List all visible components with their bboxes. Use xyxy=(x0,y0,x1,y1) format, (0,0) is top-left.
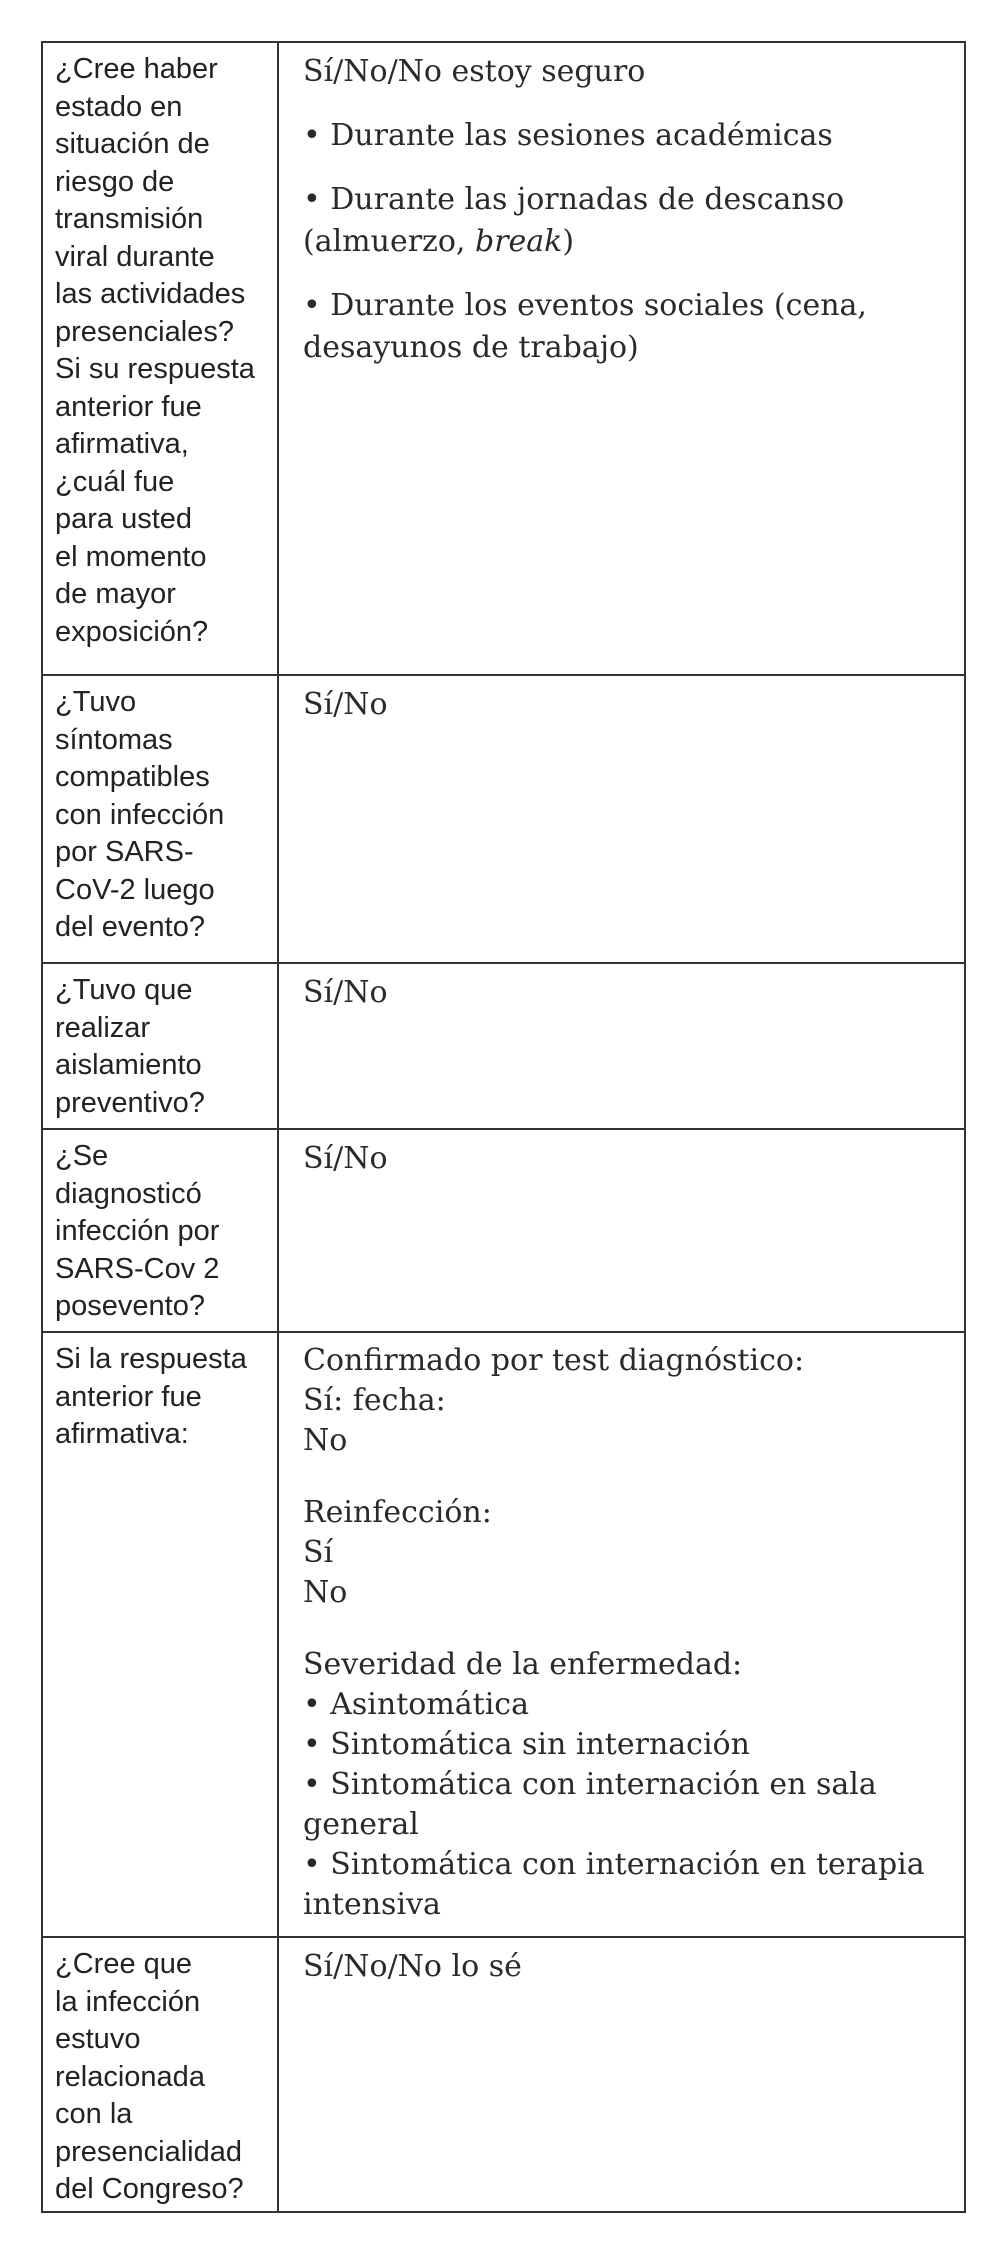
question-line: del Congreso? xyxy=(55,2173,244,2205)
table-row xyxy=(43,1333,964,1938)
question-cell xyxy=(43,1333,279,1936)
question-line: ¿Tuvo xyxy=(55,686,137,718)
question-line: realizar xyxy=(55,1011,151,1044)
answer-cell xyxy=(279,1333,964,1936)
question-line: diagnosticó xyxy=(55,1177,202,1210)
question-cell xyxy=(43,43,279,674)
question-line: con la xyxy=(55,2098,133,2130)
detail-close: ) xyxy=(562,224,575,259)
question-cell xyxy=(43,1130,279,1331)
question-line: viral durante xyxy=(55,240,215,273)
table-row xyxy=(43,1938,964,2211)
answer-cell xyxy=(279,1130,964,1331)
table-row xyxy=(43,43,964,676)
answer-cell xyxy=(279,676,964,962)
question-line: de mayor xyxy=(55,578,176,610)
question-cell xyxy=(43,964,279,1128)
question-line: la infección xyxy=(55,1985,201,2018)
question-line: síntomas xyxy=(55,723,173,756)
question-line: posevento? xyxy=(55,1290,205,1322)
question-line: anterior fue xyxy=(55,390,202,423)
reinfection-no: No xyxy=(303,1575,348,1610)
answer-cell xyxy=(279,43,964,674)
table-row xyxy=(43,964,964,1130)
answer-cell xyxy=(279,964,964,1128)
question-line: estuvo xyxy=(55,2023,141,2055)
reinfection-yes: Sí xyxy=(303,1535,334,1570)
option-social-events-detail: desayunos de trabajo) xyxy=(303,330,639,365)
question-cell xyxy=(43,676,279,962)
option-academic-sessions: • Durante las sesiones académicas xyxy=(303,118,833,153)
severity-item: • Sintomática con internación en terapia xyxy=(303,1847,925,1882)
option-rest-periods-detail xyxy=(303,221,954,263)
question-line: CoV-2 luego xyxy=(55,873,215,906)
severity-item: • Sintomática con internación en sala xyxy=(303,1767,877,1802)
answer-options: Sí/No xyxy=(303,687,388,722)
question-line: con infección xyxy=(55,798,225,831)
question-line: SARS-Cov 2 xyxy=(55,1252,220,1285)
question-line: transmisión xyxy=(55,203,204,235)
confirmed-no: No xyxy=(303,1423,348,1458)
question-line: las actividades xyxy=(55,278,246,310)
question-line: compatibles xyxy=(55,761,210,793)
question-line: el momento xyxy=(55,540,207,573)
answer-options: Sí/No/No lo sé xyxy=(303,1949,522,1984)
question-line: Si la respuesta xyxy=(55,1343,247,1375)
question-line: Si su respuesta xyxy=(55,353,255,385)
severity-item-continued: general xyxy=(303,1807,419,1842)
severity-label: Severidad de la enfermedad: xyxy=(303,1647,743,1682)
severity-item: • Asintomática xyxy=(303,1687,529,1722)
confirmed-yes: Sí: fecha: xyxy=(303,1383,446,1418)
table-row xyxy=(43,676,964,964)
question-line: ¿Tuvo que xyxy=(55,974,193,1006)
severity-item-continued: intensiva xyxy=(303,1887,441,1922)
question-line: aislamiento xyxy=(55,1049,202,1081)
survey-table xyxy=(41,41,966,2213)
option-social-events: • Durante los eventos sociales (cena, xyxy=(303,288,867,323)
question-line: exposición? xyxy=(55,615,209,648)
question-line: del evento? xyxy=(55,911,205,943)
question-line: por SARS- xyxy=(55,836,194,868)
question-line: estado en xyxy=(55,90,183,123)
question-line: presenciales? xyxy=(55,315,234,348)
question-line: ¿Se xyxy=(55,1140,109,1172)
option-rest-periods: • Durante las jornadas de descanso xyxy=(303,182,845,217)
question-cell xyxy=(43,1938,279,2211)
question-line: ¿Cree que xyxy=(55,1948,193,1980)
answer-cell xyxy=(279,1938,964,2211)
question-line: para usted xyxy=(55,503,193,535)
reinfection-label: Reinfección: xyxy=(303,1495,492,1530)
question-line: ¿cuál fue xyxy=(55,465,175,498)
question-line: presencialidad xyxy=(55,2135,243,2168)
confirmed-label: Confirmado por test diagnóstico: xyxy=(303,1343,805,1378)
question-line: preventivo? xyxy=(55,1086,205,1119)
question-line: situación de xyxy=(55,128,210,160)
question-line: relacionada xyxy=(55,2060,205,2093)
table-row xyxy=(43,1130,964,1333)
question-line: anterior fue xyxy=(55,1380,202,1413)
question-line: riesgo de xyxy=(55,165,175,198)
detail-text: (almuerzo, xyxy=(303,224,475,259)
answer-options: Sí/No xyxy=(303,1141,388,1176)
answer-options: Sí/No xyxy=(303,975,388,1010)
answer-options: Sí/No/No estoy seguro xyxy=(303,54,646,89)
detail-italic: break xyxy=(475,224,563,259)
question-line: infección por xyxy=(55,1215,220,1247)
severity-item: • Sintomática sin internación xyxy=(303,1727,750,1762)
question-line: afirmativa, xyxy=(55,428,189,460)
question-line: afirmativa: xyxy=(55,1418,189,1450)
question-line: ¿Cree haber xyxy=(55,53,218,85)
